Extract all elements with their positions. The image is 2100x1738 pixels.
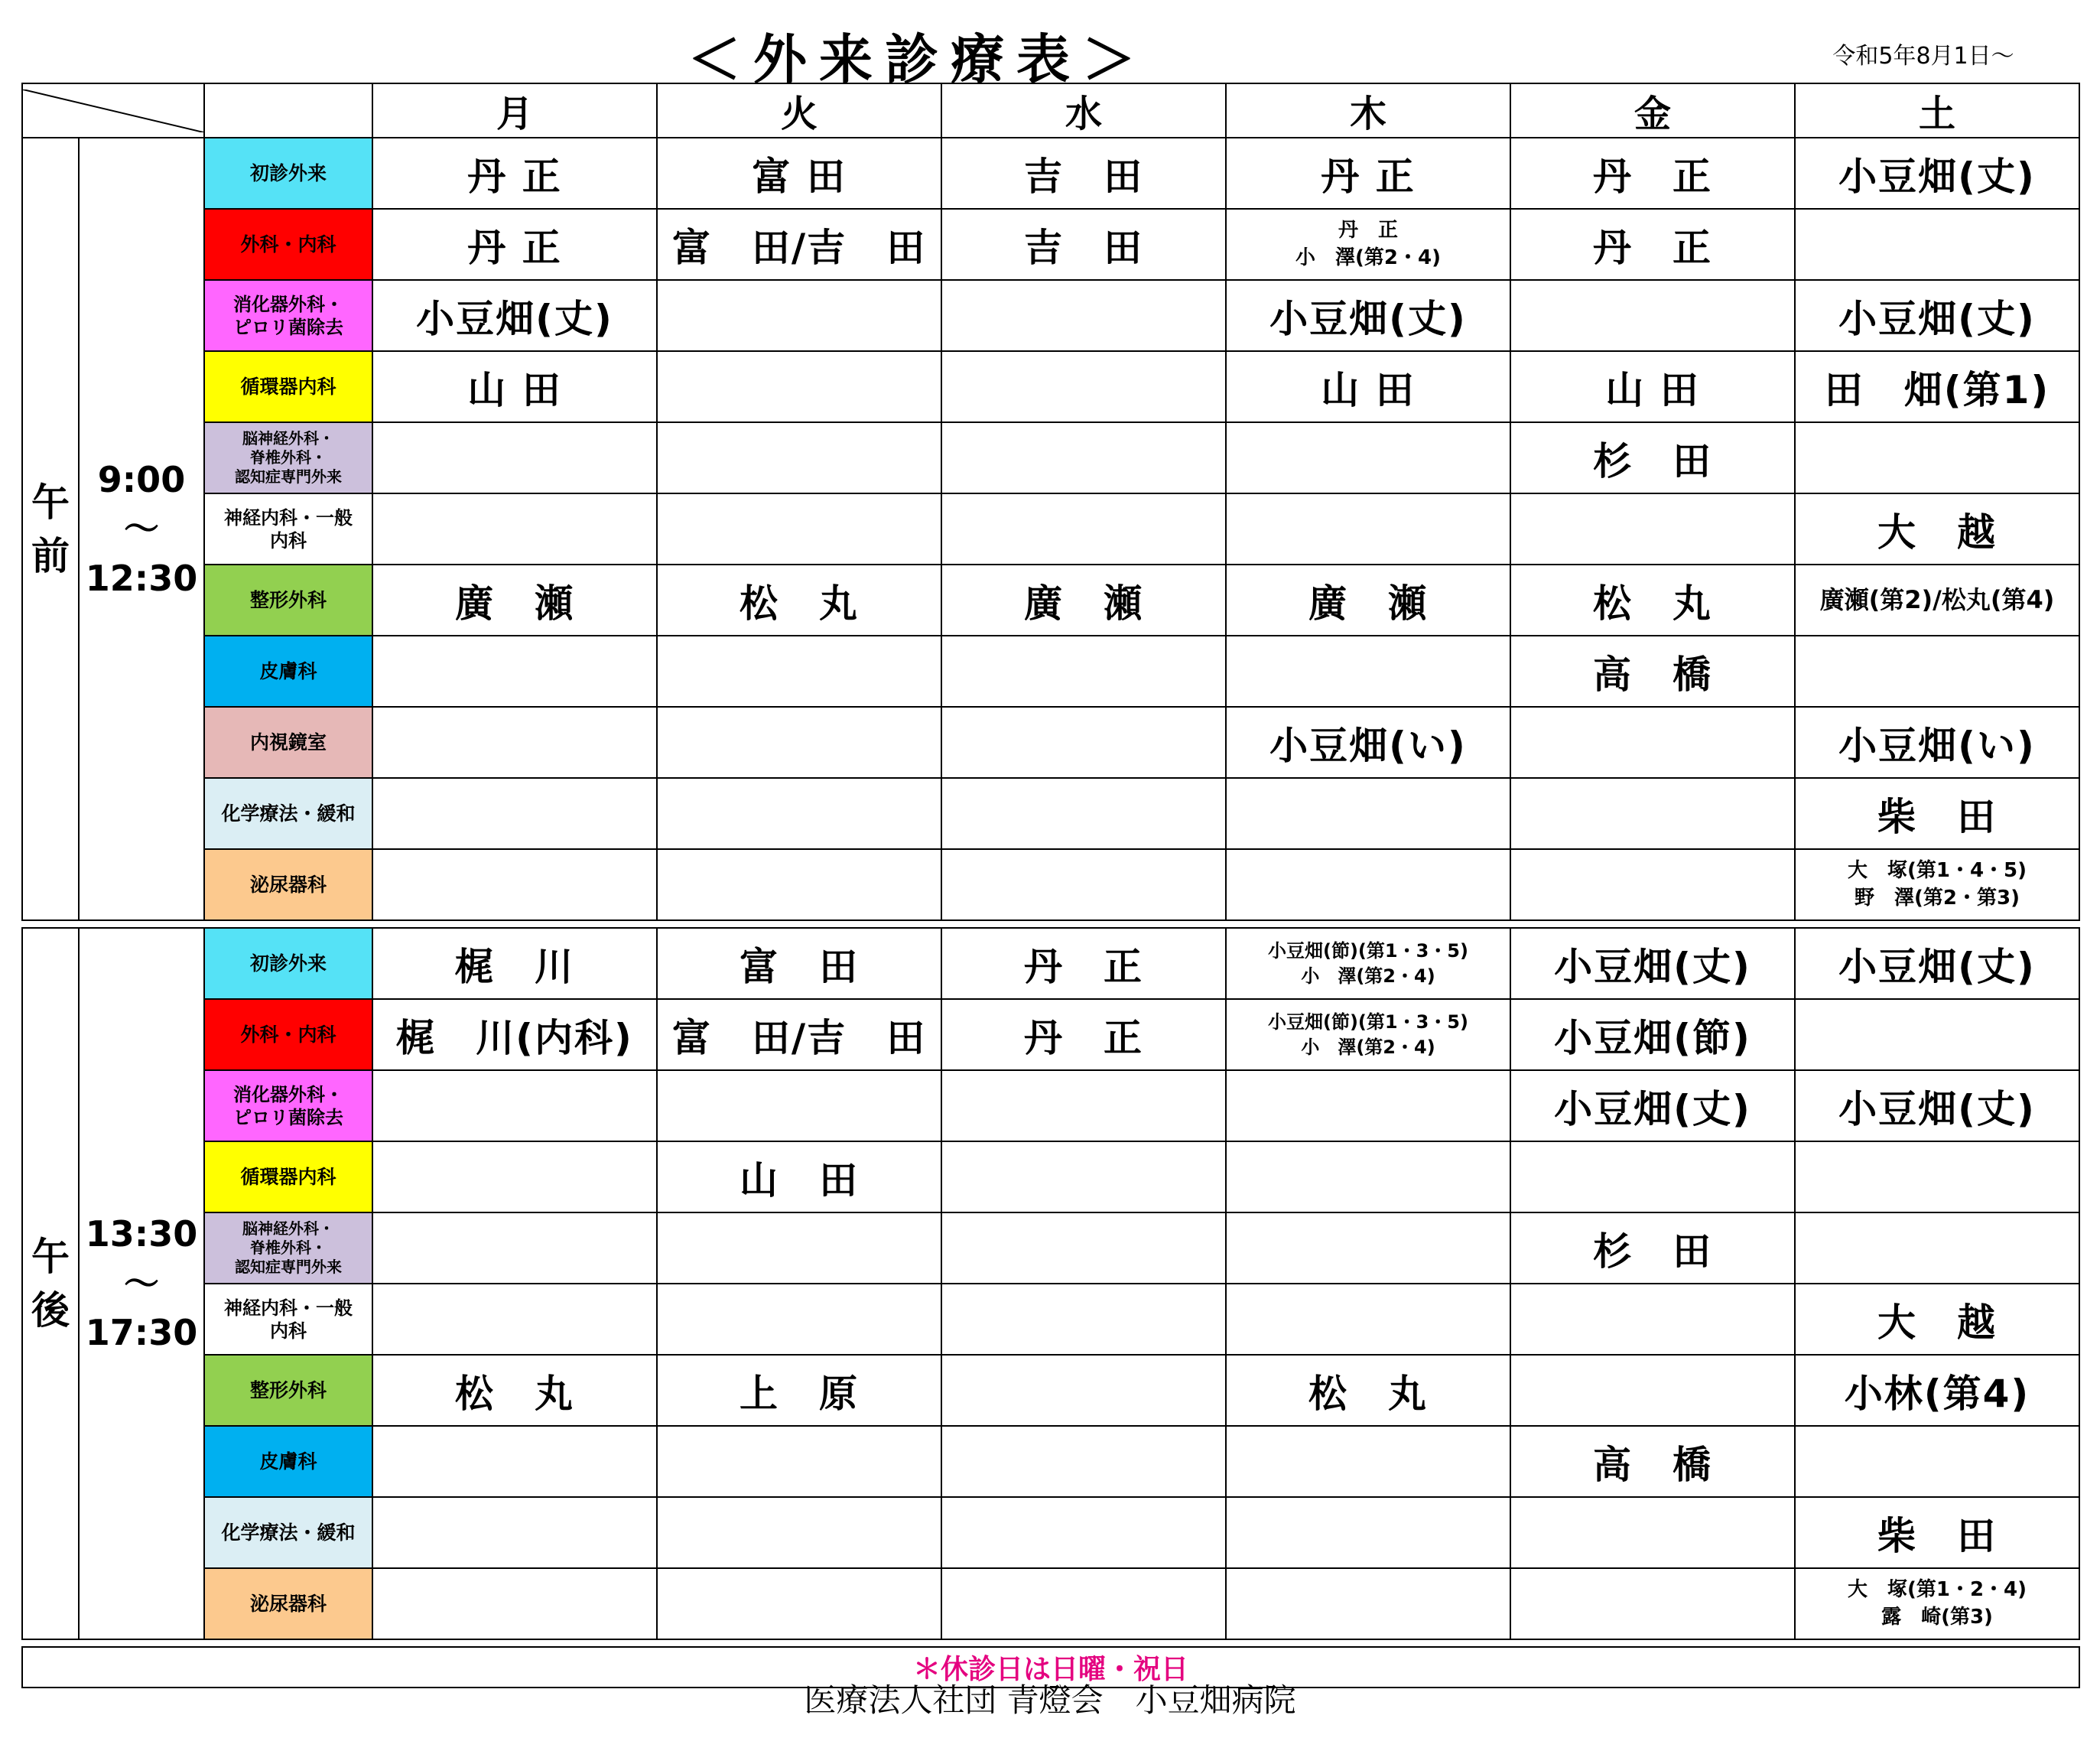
doctor-cell: 吉 田	[941, 209, 1226, 280]
day-header-row	[22, 83, 2079, 138]
morning-row	[22, 493, 2079, 565]
doctor-cell	[941, 1070, 1226, 1141]
doctor-cell	[372, 1497, 657, 1568]
doctor-cell: 丹 正	[1510, 209, 1795, 280]
doctor-cell: 丹 正	[941, 928, 1226, 999]
doctor-cell	[1795, 1141, 2079, 1212]
hours-line: 12:30	[85, 557, 198, 599]
hours-line: ～	[124, 508, 159, 550]
doctor-cell: 柴 田	[1795, 778, 2079, 849]
doctor-cell	[941, 280, 1226, 351]
doctor-cell	[1226, 999, 1510, 1070]
day-header: 火	[657, 83, 941, 138]
hours-line: 17:30	[85, 1312, 198, 1354]
department-label	[204, 422, 372, 493]
department-label	[204, 849, 372, 920]
afternoon-row	[22, 1070, 2079, 1141]
doctor-line: 野 澤(第2・第3)	[1855, 886, 2020, 910]
doctor-cell	[372, 493, 657, 565]
department-label	[204, 928, 372, 999]
dept-header-cell	[204, 83, 372, 138]
doctor-line: 小豆畑(節)(第1・3・5)	[1268, 1011, 1468, 1033]
doctor-cell	[1226, 849, 1510, 920]
doctor-cell	[1226, 1497, 1510, 1568]
doctor-cell: 小豆畑(丈)	[1795, 1070, 2079, 1141]
doctor-cell: 小豆畑(い)	[1226, 707, 1510, 778]
department-label	[204, 707, 372, 778]
doctor-cell: 杉 田	[1510, 422, 1795, 493]
doctor-cell	[1510, 280, 1795, 351]
doctor-cell: 小豆畑(丈)	[1226, 280, 1510, 351]
doctor-cell	[1510, 1141, 1795, 1212]
morning-row	[22, 636, 2079, 707]
department-label	[204, 565, 372, 636]
department-label	[204, 1497, 372, 1568]
afternoon-row	[22, 999, 2079, 1070]
doctor-cell: 松 丸	[1510, 565, 1795, 636]
department-label	[204, 280, 372, 351]
doctor-cell: 丹 正	[1226, 138, 1510, 209]
department-label	[204, 209, 372, 280]
doctor-cell	[941, 1568, 1226, 1639]
department-line: 循環器内科	[240, 1165, 336, 1188]
period-char: 午	[31, 480, 70, 525]
doctor-cell	[372, 1568, 657, 1639]
department-line: 神経内科・一般	[224, 1297, 353, 1319]
doctor-cell: 小豆畑(丈)	[1795, 280, 2079, 351]
doctor-cell: 杉 田	[1510, 1212, 1795, 1284]
doctor-cell	[657, 1070, 941, 1141]
doctor-cell	[372, 1212, 657, 1284]
doctor-cell	[1226, 928, 1510, 999]
doctor-cell	[941, 1355, 1226, 1426]
separator-cell	[22, 1639, 2079, 1647]
period-char: 前	[31, 533, 70, 578]
doctor-cell: 富 田	[657, 138, 941, 209]
doctor-cell: 廣瀬(第2)/松丸(第4)	[1795, 565, 2079, 636]
doctor-cell: 小豆畑(丈)	[1510, 1070, 1795, 1141]
doctor-cell: 廣 瀬	[372, 565, 657, 636]
doctor-cell: 高 橋	[1510, 1426, 1795, 1497]
doctor-cell	[657, 1212, 941, 1284]
corner-cell	[22, 83, 204, 138]
afternoon-period-label	[22, 928, 79, 1639]
doctor-cell	[372, 1070, 657, 1141]
doctor-cell	[1226, 1426, 1510, 1497]
doctor-cell	[1795, 209, 2079, 280]
doctor-cell	[941, 1141, 1226, 1212]
page-title: ＜外来診療表＞	[688, 28, 1148, 91]
doctor-cell	[657, 849, 941, 920]
department-label	[204, 1355, 372, 1426]
doctor-cell: 高 橋	[1510, 636, 1795, 707]
corner-diagonal	[23, 90, 203, 132]
doctor-cell	[657, 1568, 941, 1639]
department-line: 内科	[270, 529, 307, 552]
doctor-cell: 富 田/吉 田	[657, 209, 941, 280]
doctor-cell: 廣 瀬	[941, 565, 1226, 636]
doctor-cell: 山 田	[1226, 351, 1510, 422]
doctor-cell	[941, 351, 1226, 422]
department-line: 脊椎外科・	[250, 1238, 327, 1257]
department-label	[204, 636, 372, 707]
doctor-cell	[941, 1284, 1226, 1355]
separator-cell	[22, 920, 2079, 928]
department-line: 外科・内科	[240, 1023, 336, 1046]
doctor-cell	[657, 636, 941, 707]
doctor-cell	[941, 1212, 1226, 1284]
doctor-cell	[941, 493, 1226, 565]
doctor-cell: 梶 川(内科)	[372, 999, 657, 1070]
doctor-cell	[1226, 778, 1510, 849]
doctor-cell	[1226, 422, 1510, 493]
department-line: 認知症専門外来	[235, 1258, 342, 1276]
morning-row	[22, 707, 2079, 778]
doctor-cell: 吉 田	[941, 138, 1226, 209]
hospital-name: 医療法人社団 青燈会 小豆畑病院	[804, 1681, 1296, 1719]
doctor-cell	[1510, 1355, 1795, 1426]
department-line: 皮膚科	[259, 1450, 317, 1473]
doctor-cell: 廣 瀬	[1226, 565, 1510, 636]
day-header: 木	[1226, 83, 1510, 138]
department-label	[204, 493, 372, 565]
department-line: 消化器外科・	[233, 293, 343, 315]
doctor-cell	[372, 849, 657, 920]
doctor-line: 小豆畑(節)(第1・3・5)	[1268, 940, 1468, 962]
morning-row	[22, 280, 2079, 351]
doctor-cell	[372, 778, 657, 849]
doctor-cell: 丹 正	[1510, 138, 1795, 209]
department-label	[204, 778, 372, 849]
department-line: ピロリ菌除去	[233, 1106, 343, 1128]
morning-row	[22, 209, 2079, 280]
department-line: 化学療法・緩和	[221, 1521, 356, 1544]
doctor-cell	[1510, 1568, 1795, 1639]
doctor-cell	[1510, 849, 1795, 920]
doctor-cell: 松 丸	[1226, 1355, 1510, 1426]
afternoon-row	[22, 928, 2079, 999]
doctor-cell: 富 田	[657, 928, 941, 999]
department-line: 泌尿器科	[249, 873, 327, 896]
doctor-cell: 小豆畑(丈)	[1795, 138, 2079, 209]
afternoon-row	[22, 1284, 2079, 1355]
outpatient-schedule-table	[21, 83, 2080, 1688]
doctor-cell	[1226, 1212, 1510, 1284]
doctor-line: 丹 正	[1338, 219, 1398, 242]
doctor-cell	[941, 422, 1226, 493]
morning-row	[22, 849, 2079, 920]
doctor-cell: 田 畑(第1)	[1795, 351, 2079, 422]
effective-date: 令和5年8月1日～	[1832, 43, 2014, 70]
period-char: 午	[31, 1235, 70, 1279]
doctor-cell: 柴 田	[1795, 1497, 2079, 1568]
day-header: 水	[941, 83, 1226, 138]
doctor-cell	[1795, 422, 2079, 493]
doctor-cell: 松 丸	[372, 1355, 657, 1426]
morning-row	[22, 351, 2079, 422]
morning-row	[22, 138, 2079, 209]
doctor-line: 大 塚(第1・2・4)	[1847, 1578, 2027, 1602]
afternoon-row	[22, 1212, 2079, 1284]
section-separator	[22, 1639, 2079, 1647]
doctor-cell	[372, 636, 657, 707]
doctor-cell: 梶 川	[372, 928, 657, 999]
afternoon-row	[22, 1426, 2079, 1497]
doctor-cell	[1226, 209, 1510, 280]
doctor-cell	[1226, 1568, 1510, 1639]
afternoon-hours	[79, 928, 204, 1639]
doctor-line: 露 崎(第3)	[1881, 1605, 1993, 1629]
department-line: 外科・内科	[240, 233, 336, 255]
day-header: 土	[1795, 83, 2079, 138]
doctor-cell: 小豆畑(い)	[1795, 707, 2079, 778]
day-header: 月	[372, 83, 657, 138]
doctor-cell: 山 田	[657, 1141, 941, 1212]
closed-days-notice: ＊休診日は日曜・祝日	[22, 1647, 2079, 1688]
department-line: 脳神経外科・	[242, 1219, 334, 1238]
department-line: 化学療法・緩和	[221, 802, 356, 825]
doctor-cell	[941, 849, 1226, 920]
doctor-line: 小 澤(第2・4)	[1301, 965, 1435, 987]
department-line: 初診外来	[249, 952, 327, 975]
doctor-cell: 山 田	[372, 351, 657, 422]
department-line: 内視鏡室	[249, 731, 327, 753]
doctor-cell	[657, 1497, 941, 1568]
doctor-cell	[1226, 1141, 1510, 1212]
morning-row	[22, 565, 2079, 636]
afternoon-row	[22, 1497, 2079, 1568]
doctor-cell	[372, 1284, 657, 1355]
department-line: 泌尿器科	[249, 1592, 327, 1615]
doctor-cell	[1226, 1070, 1510, 1141]
doctor-cell	[1226, 636, 1510, 707]
doctor-cell: 大 越	[1795, 493, 2079, 565]
department-line: 初診外来	[249, 161, 327, 184]
doctor-cell	[941, 636, 1226, 707]
department-line: 認知症専門外来	[235, 467, 342, 486]
doctor-line: 大 塚(第1・4・5)	[1847, 859, 2027, 883]
doctor-cell: 小豆畑(丈)	[1795, 928, 2079, 999]
morning-period-label	[22, 138, 79, 920]
doctor-cell	[941, 1426, 1226, 1497]
department-line: 脊椎外科・	[250, 448, 327, 467]
doctor-cell	[1510, 1497, 1795, 1568]
doctor-line: 小 澤(第2・4)	[1295, 246, 1441, 269]
department-line: 脳神経外科・	[242, 429, 334, 448]
doctor-cell: 小林(第4)	[1795, 1355, 2079, 1426]
doctor-cell	[657, 422, 941, 493]
doctor-cell: 山 田	[1510, 351, 1795, 422]
doctor-cell	[372, 707, 657, 778]
department-label	[204, 1070, 372, 1141]
morning-row	[22, 778, 2079, 849]
doctor-cell	[1510, 707, 1795, 778]
doctor-cell	[941, 707, 1226, 778]
doctor-cell	[1510, 493, 1795, 565]
doctor-cell	[372, 422, 657, 493]
doctor-cell	[1226, 493, 1510, 565]
department-line: 循環器内科	[240, 375, 336, 398]
doctor-cell	[1795, 999, 2079, 1070]
doctor-cell: 丹 正	[941, 999, 1226, 1070]
doctor-cell	[941, 1497, 1226, 1568]
doctor-cell	[1226, 1284, 1510, 1355]
department-label	[204, 1141, 372, 1212]
doctor-cell: 松 丸	[657, 565, 941, 636]
hours-line: 9:00	[97, 458, 186, 500]
department-line: 皮膚科	[259, 659, 317, 682]
department-line: 整形外科	[249, 588, 327, 611]
doctor-cell	[1510, 1284, 1795, 1355]
doctor-cell	[657, 280, 941, 351]
doctor-cell	[657, 1284, 941, 1355]
department-line: 整形外科	[249, 1378, 327, 1401]
afternoon-row	[22, 1141, 2079, 1212]
department-line: 神経内科・一般	[224, 506, 353, 529]
department-label	[204, 1284, 372, 1355]
doctor-cell	[1510, 778, 1795, 849]
doctor-cell: 上 原	[657, 1355, 941, 1426]
period-char: 後	[31, 1288, 70, 1333]
doctor-cell	[1795, 1568, 2079, 1639]
doctor-cell: 小豆畑(丈)	[372, 280, 657, 351]
department-label	[204, 999, 372, 1070]
department-label	[204, 1568, 372, 1639]
section-separator	[22, 920, 2079, 928]
department-label	[204, 1212, 372, 1284]
doctor-cell	[1795, 636, 2079, 707]
doctor-cell: 小豆畑(節)	[1510, 999, 1795, 1070]
afternoon-row	[22, 1568, 2079, 1639]
doctor-cell: 丹 正	[372, 138, 657, 209]
doctor-cell	[1795, 1212, 2079, 1284]
day-header: 金	[1510, 83, 1795, 138]
doctor-cell	[372, 1141, 657, 1212]
doctor-cell	[657, 778, 941, 849]
doctor-cell	[372, 1426, 657, 1497]
doctor-cell: 丹 正	[372, 209, 657, 280]
department-label	[204, 138, 372, 209]
department-line: 消化器外科・	[233, 1083, 343, 1105]
doctor-cell: 大 越	[1795, 1284, 2079, 1355]
doctor-line: 小 澤(第2・4)	[1301, 1036, 1435, 1058]
doctor-cell	[657, 351, 941, 422]
doctor-cell: 小豆畑(丈)	[1510, 928, 1795, 999]
hours-line: 13:30	[85, 1213, 198, 1255]
doctor-cell	[1795, 849, 2079, 920]
doctor-cell	[657, 1426, 941, 1497]
afternoon-row	[22, 1355, 2079, 1426]
department-line: 内科	[270, 1320, 307, 1342]
doctor-cell: 富 田/吉 田	[657, 999, 941, 1070]
doctor-cell	[1795, 1426, 2079, 1497]
department-label	[204, 1426, 372, 1497]
hours-line: ～	[124, 1262, 159, 1304]
department-line: ピロリ菌除去	[233, 316, 343, 338]
doctor-cell	[657, 707, 941, 778]
department-label	[204, 351, 372, 422]
doctor-cell	[657, 493, 941, 565]
doctor-cell	[941, 778, 1226, 849]
morning-hours	[79, 138, 204, 920]
morning-row	[22, 422, 2079, 493]
